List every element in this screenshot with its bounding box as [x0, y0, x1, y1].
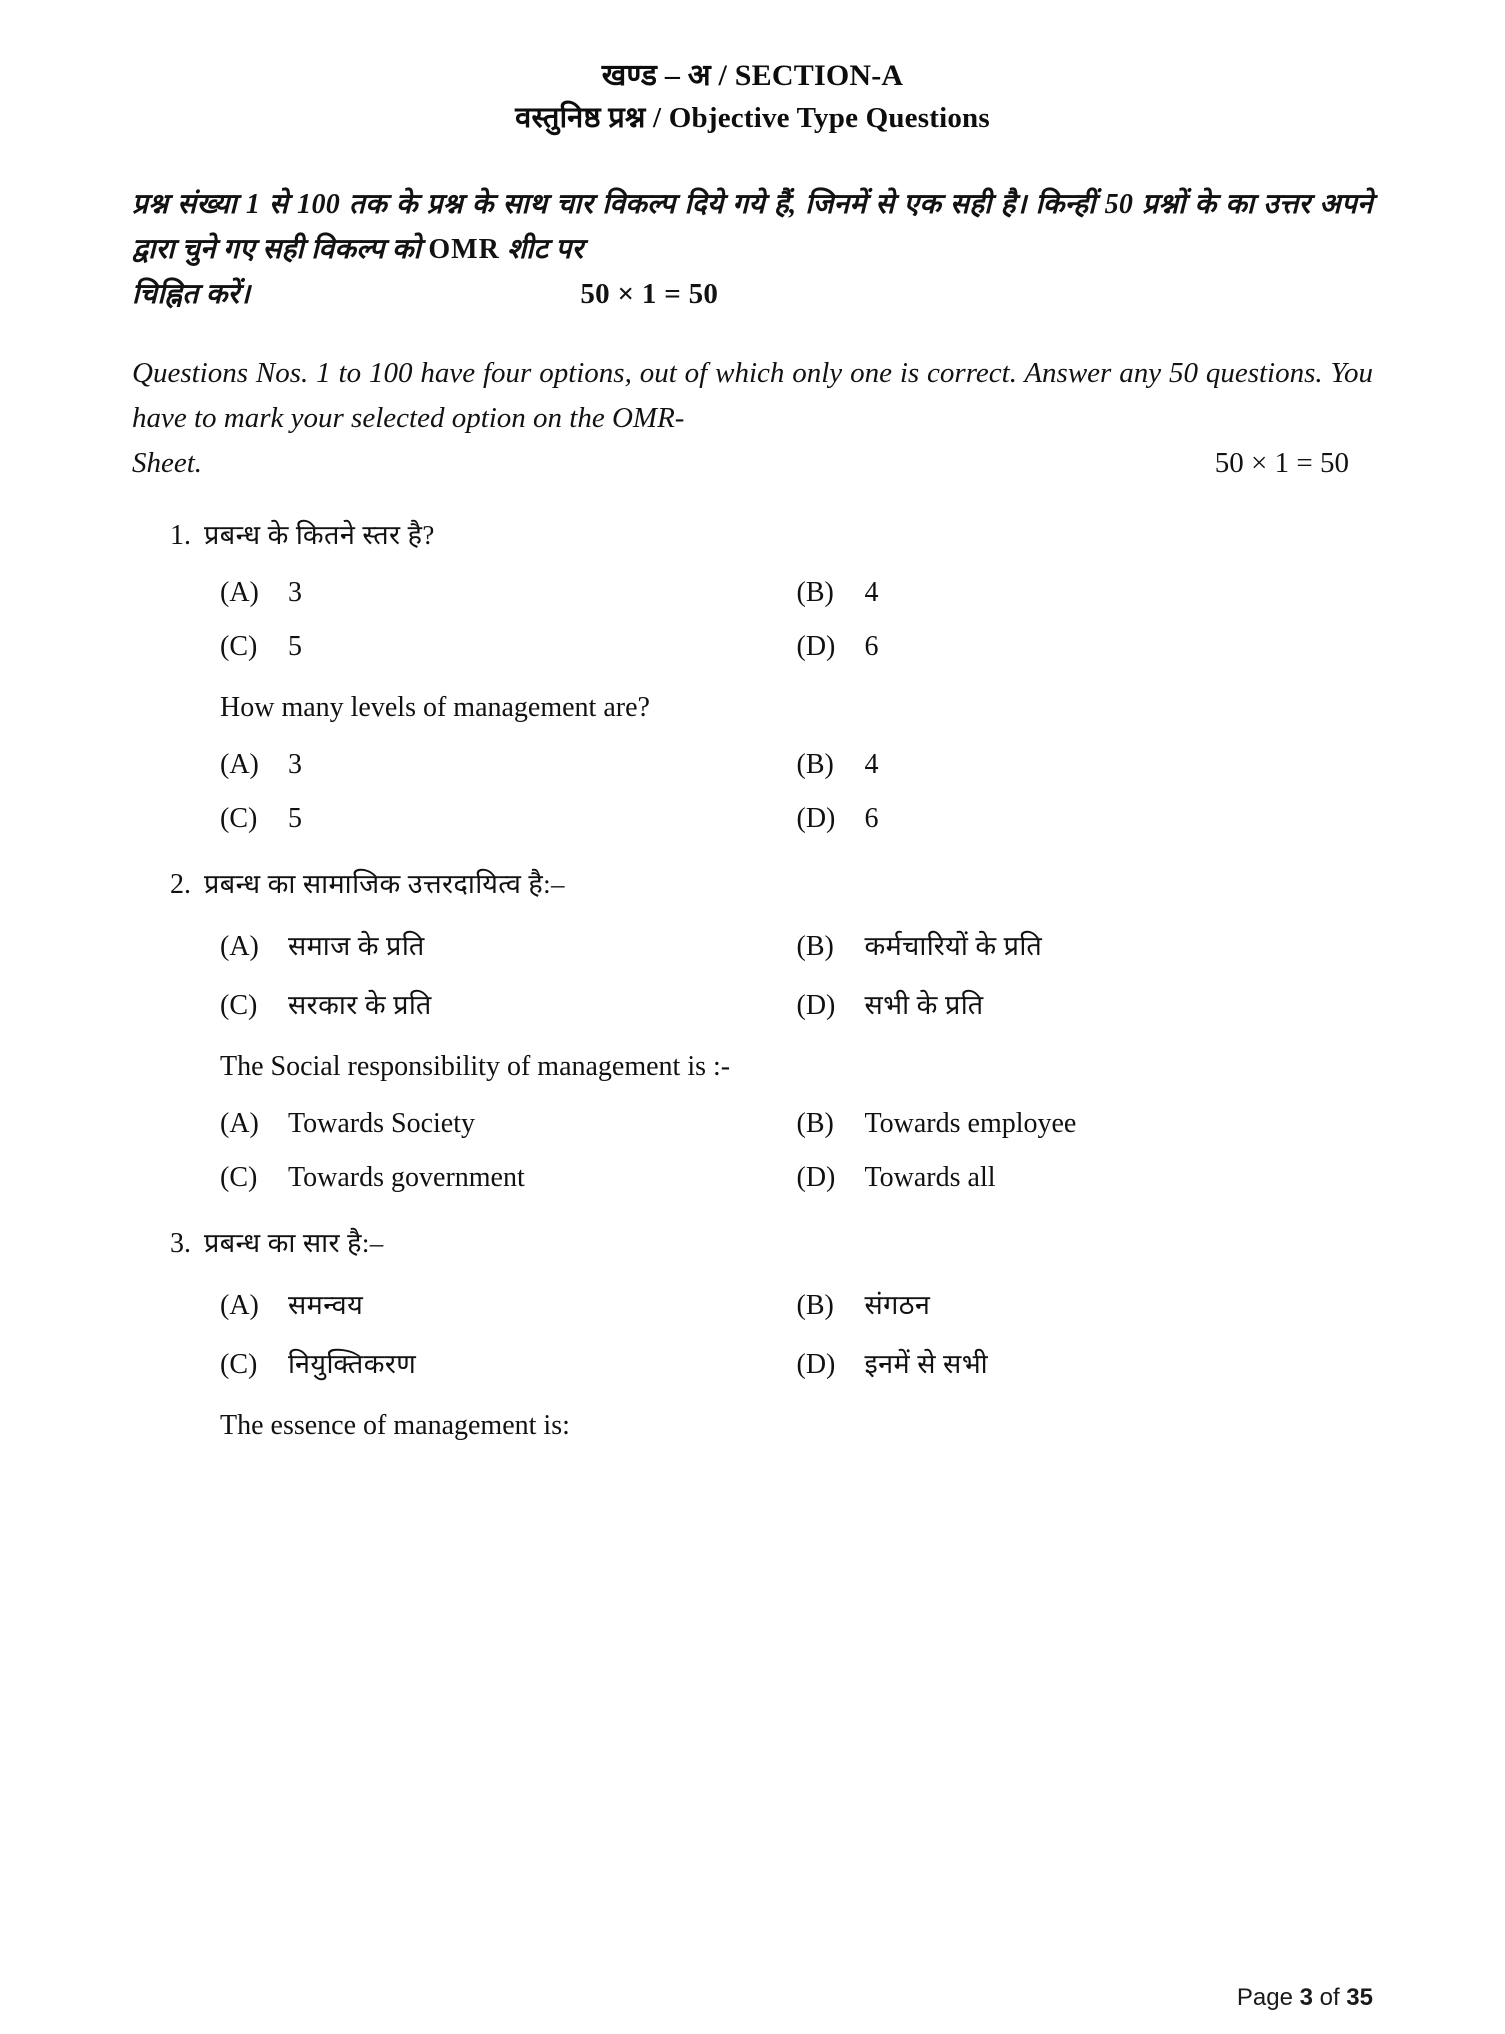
option-c-en[interactable]	[220, 803, 797, 835]
question-1-number: 1.	[170, 520, 191, 551]
option-d[interactable]	[797, 631, 1374, 663]
option-a-en[interactable]	[220, 749, 797, 781]
option-b-tag: (B)	[796, 931, 834, 962]
option-c-value: नियुक्तिकरण	[288, 1349, 417, 1379]
question-3-number: 3.	[170, 1228, 191, 1259]
question-2-number: 2.	[170, 869, 191, 900]
option-b-value: Towards employee	[864, 1108, 1077, 1139]
option-b-value: 4	[864, 577, 879, 608]
option-d-tag: (D)	[796, 1162, 836, 1193]
option-a-tag: (A)	[220, 1108, 259, 1139]
question-2-options-english	[132, 1108, 1373, 1194]
instructions-hindi-part3: चिह्नित करें।	[132, 279, 251, 310]
question-1-text-english: How many levels of management are?	[220, 692, 650, 723]
option-c[interactable]	[220, 631, 797, 663]
option-row	[220, 985, 1373, 1022]
option-row	[220, 749, 1373, 781]
option-b-en[interactable]	[797, 749, 1374, 781]
question-2	[132, 865, 1373, 1194]
section-heading: खण्ड – अ / SECTION-A	[601, 59, 904, 92]
option-a-en[interactable]	[220, 1108, 797, 1140]
footer-total-pages: 35	[1346, 1984, 1373, 2011]
instructions-english-last: Sheet.	[132, 447, 203, 479]
option-a-value: 3	[288, 749, 302, 780]
option-row	[220, 631, 1373, 663]
instructions-hindi	[132, 182, 1373, 317]
instructions-english-marks: 50 × 1 = 50	[1214, 447, 1349, 479]
option-d[interactable]	[797, 1344, 1374, 1381]
option-b[interactable]	[797, 926, 1374, 963]
option-a[interactable]	[220, 577, 797, 609]
option-b-value: संगठन	[864, 1290, 931, 1320]
instructions-hindi-part1: प्रश्न संख्या 1 से 100 तक के प्रश्न के साथ चार विकल्प दिये गये हैं, जिनमें से एक सही है। किन्हीं 50 प्रश्नों के का उत्तर अपने द्वारा चुने गए सही विकल्प को	[132, 189, 1373, 265]
option-a-value: समाज के प्रति	[288, 931, 425, 961]
question-3-heading	[132, 1224, 1373, 1263]
option-c[interactable]	[220, 1344, 797, 1381]
instructions-english-text: Questions Nos. 1 to 100 have four options, out of which only one is correct. Answer any 50 questions. You have to mark your selected option on the OMR-	[132, 357, 1373, 434]
question-3-options-hindi	[132, 1285, 1373, 1381]
question-1-options-english	[132, 749, 1373, 835]
option-c-tag: (C)	[220, 1162, 258, 1193]
question-1-heading	[132, 516, 1373, 555]
question-2-options-hindi	[132, 926, 1373, 1022]
option-d-tag: (D)	[796, 990, 836, 1021]
question-1-options-hindi	[132, 577, 1373, 663]
option-a-value: 3	[288, 577, 302, 608]
footer-current-page: 3	[1299, 1984, 1313, 2011]
instructions-english	[132, 351, 1373, 486]
question-2-text-english: The Social responsibility of management is :-	[220, 1051, 731, 1082]
option-d-en[interactable]	[797, 803, 1374, 835]
option-b-tag: (B)	[796, 1290, 834, 1321]
option-row	[220, 803, 1373, 835]
option-c-tag: (C)	[220, 631, 258, 662]
question-3	[132, 1224, 1373, 1445]
page-footer	[1237, 1984, 1373, 2012]
instructions-english-lastline	[132, 441, 1373, 486]
option-c-tag: (C)	[220, 1349, 258, 1380]
option-d-value: Towards all	[864, 1162, 996, 1193]
footer-prefix: Page	[1236, 1984, 1300, 2011]
option-a-tag: (A)	[220, 931, 259, 962]
instructions-hindi-part2: शीट पर	[499, 234, 584, 265]
option-b[interactable]	[797, 577, 1374, 609]
option-b-tag: (B)	[796, 749, 834, 780]
option-c-value: सरकार के प्रति	[288, 990, 432, 1020]
option-a-tag: (A)	[220, 749, 259, 780]
page-header	[132, 54, 1373, 140]
option-b-tag: (B)	[796, 1108, 834, 1139]
option-b[interactable]	[797, 1285, 1374, 1322]
option-c-value: Towards government	[288, 1162, 525, 1193]
option-c[interactable]	[220, 985, 797, 1022]
option-d-tag: (D)	[796, 1349, 836, 1380]
option-d-value: 6	[864, 631, 879, 662]
option-b-value: कर्मचारियों के प्रति	[864, 931, 1043, 961]
option-c-tag: (C)	[220, 990, 258, 1021]
section-subheading: वस्तुनिष्ठ प्रश्न / Objective Type Questions	[515, 102, 990, 134]
option-row	[220, 577, 1373, 609]
option-row	[220, 1162, 1373, 1194]
option-a-tag: (A)	[220, 1290, 259, 1321]
option-d-tag: (D)	[796, 803, 836, 834]
option-a-value: समन्वय	[288, 1290, 364, 1320]
option-b-en[interactable]	[797, 1108, 1374, 1140]
question-3-text-english: The essence of management is:	[220, 1410, 570, 1441]
option-c-en[interactable]	[220, 1162, 797, 1194]
option-c-tag: (C)	[220, 803, 258, 834]
option-row	[220, 926, 1373, 963]
option-a-value: Towards Society	[288, 1108, 476, 1139]
instructions-hindi-marks: 50 × 1 = 50	[580, 278, 719, 310]
option-a-tag: (A)	[220, 577, 259, 608]
option-d-en[interactable]	[797, 1162, 1374, 1194]
footer-middle: of	[1312, 1984, 1347, 2011]
option-b-value: 4	[864, 749, 879, 780]
option-row	[220, 1344, 1373, 1381]
option-d[interactable]	[797, 985, 1374, 1022]
option-c-value: 5	[288, 631, 302, 662]
option-a[interactable]	[220, 926, 797, 963]
option-row	[220, 1108, 1373, 1140]
option-c-value: 5	[288, 803, 302, 834]
option-d-value: सभी के प्रति	[864, 990, 984, 1020]
question-2-heading	[132, 865, 1373, 904]
question-2-text-hindi: प्रबन्ध का सामाजिक उत्तरदायित्व है:–	[204, 869, 565, 899]
instructions-hindi-lastline	[132, 272, 1373, 317]
option-b-tag: (B)	[796, 577, 834, 608]
option-d-tag: (D)	[796, 631, 836, 662]
question-3-text-hindi: प्रबन्ध का सार है:–	[204, 1228, 384, 1258]
option-a[interactable]	[220, 1285, 797, 1322]
option-d-value: 6	[864, 803, 879, 834]
option-row	[220, 1285, 1373, 1322]
option-d-value: इनमें से सभी	[864, 1349, 989, 1379]
instructions-hindi-omr: OMR	[428, 234, 500, 265]
question-1	[132, 516, 1373, 835]
question-1-text-hindi: प्रबन्ध के कितने स्तर है?	[204, 520, 435, 550]
